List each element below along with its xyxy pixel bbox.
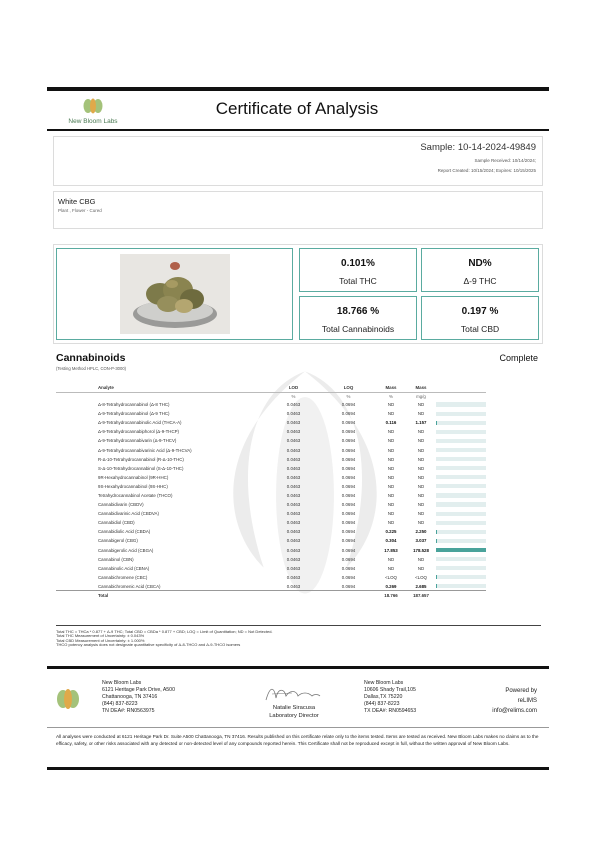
cell-loq: 0.0694 [341,474,356,480]
cell-mass-mg: ND [417,456,425,462]
table-row [56,464,486,473]
d9-thc-label: Δ-9 THC [463,276,497,286]
cell-loq: 0.0694 [341,565,356,571]
cell-analyte: Cannabidiol (CBD) [98,520,135,526]
concentration-bar [436,439,486,443]
lab1-phone: (844) 837-8223 [102,701,138,707]
cell-bar [436,527,486,536]
signature-image [262,684,322,704]
table-row [56,436,486,445]
contact-email[interactable]: info@relims.com [492,708,537,714]
cell-mass-pct: <LOQ [385,574,397,580]
note-definitions: Total THC = THCa * 0.877 + Δ-9 THC; Total CBD = CBDa * 0.877 + CBD; LOQ = Limit of Quantitation; ND = Not Detected. [56,629,273,634]
concentration-bar-fill [436,421,437,425]
cell-loq: 0.0694 [341,429,356,435]
cell-mass-mg: ND [417,565,425,571]
cell-empty [266,591,321,600]
footer-top-rule [47,666,549,669]
cell-mass-mg: ND [417,402,425,408]
lab2-dea: TX DEA#: RN0594653 [364,708,417,714]
cell-mass-mg: 178.528 [413,547,429,553]
cell-mass-pct: 0.304 [385,538,397,544]
cell-mass-mg: ND [417,483,425,489]
table-row [56,546,486,555]
table-row [56,536,486,545]
signer-title: Laboratory Director [269,713,319,719]
table-row [56,509,486,518]
cell-mass-pct: ND [387,447,395,453]
unit-loq: % [346,393,351,399]
table-row [56,445,486,454]
total-cbd-label: Total CBD [460,324,500,334]
column-header-mass-mg: Mass [406,383,436,392]
cell-bar [436,518,486,527]
concentration-bar [436,575,486,579]
cell-loq: 0.0694 [341,547,356,553]
unit-mass-pct: % [389,393,393,399]
concentration-bar [436,584,486,588]
cell-mass-mg: ND [417,447,425,453]
cell-analyte: Cannabichromene (CBC) [98,574,148,580]
cell-analyte: Cannabigerol (CBG) [98,538,138,544]
cannabinoids-table [56,383,486,600]
total-cbd-value: 0.197 % [461,306,499,317]
cell-lod: 0.0463 [286,411,301,417]
cell-analyte: Cannabidiolic Acid (CBDA) [98,529,151,535]
cell-lod: 0.0463 [286,547,301,553]
analysis-status: Complete [499,353,538,363]
product-name: White CBG [58,197,96,206]
table-row [56,482,486,491]
cell-mass-pct: ND [387,402,395,408]
footer-divider [47,727,549,728]
table-row [56,500,486,509]
cell-empty [436,591,486,600]
cell-loq: 0.0694 [341,538,356,544]
report-dates: Report Created: 10/15/2024; Expires: 10/15/2025 [437,168,536,173]
concentration-bar [436,402,486,406]
concentration-bar [436,466,486,470]
cell-mass-pct: 0.269 [385,583,397,589]
concentration-bar [436,557,486,561]
concentration-bar [436,566,486,570]
units-row [56,392,486,400]
table-row [56,564,486,573]
sample-photo [120,254,230,334]
cell-bar [436,546,486,555]
cell-bar [436,436,486,445]
cell-bar [436,455,486,464]
header-bottom-rule [47,129,549,131]
cell-analyte: Cannabinolic Acid (CBNA) [98,565,150,571]
sample-info-box [53,136,543,186]
cell-lod: 0.0463 [286,483,301,489]
cell-mass-pct: ND [387,474,395,480]
cell-loq: 0.0694 [341,411,356,417]
cell-lod: 0.0463 [286,429,301,435]
lab2-phone: (844) 837-8223 [364,701,400,707]
cell-loq: 0.0694 [341,456,356,462]
flower-in-dish-image [120,254,230,334]
cell-lod: 0.0463 [286,402,301,408]
cell-mass-pct: ND [387,483,395,489]
concentration-bar [436,539,486,543]
cell-analyte: Cannabidivarinic Acid (CBDVA) [98,511,159,517]
cell-mass-pct: ND [387,456,395,462]
signer-name: Natalie Siracusa [272,705,316,711]
column-header-analyte: Analyte [56,383,266,392]
cell-bar [436,573,486,582]
cell-analyte: 9S-Hexahydrocannabinol (9S-HHC) [98,483,168,489]
table-row [56,400,486,409]
unit-mass-mg: mg/g [416,393,426,399]
cell-mass-pct: ND [387,492,395,498]
cell-mass-pct: ND [387,438,395,444]
cell-analyte: Δ-9-Tetrahydrocannabinolic Acid (THCA-A) [98,420,182,426]
cell-loq: 0.0694 [341,465,356,471]
disclaimer: All analyses were conducted at 6121 Heritage Park Dr. Suite A500 Chattanooga, TN 37416. Results published on this certificate relate only to the items tested. Items are tested as received. New Bloom Labs makes no claims as to the efficacy, safety, or other risks associated with any detected or non-detected level of any compounds reported herein. This Certificate shall not be reproduced except in full, without the written approval of New Bloom Labs. [56,734,539,746]
cell-mass-mg: ND [417,411,425,417]
powered-by-brand: reLIMS [517,698,537,704]
cell-lod: 0.0463 [286,447,301,453]
cell-bar [436,564,486,573]
note-thco: THCO potency analysis does not designate quantitative specificity of Δ-8-THCO and Δ-9-THCO isomers [56,642,241,648]
cell-loq: 0.0694 [341,556,356,562]
cell-lod: 0.0463 [286,420,301,426]
concentration-bar [436,457,486,461]
concentration-bar [436,521,486,525]
d9-thc-card [421,248,539,292]
concentration-bar [436,448,486,452]
concentration-bar [436,430,486,434]
total-thc-label: Total THC [339,276,377,286]
total-row [56,591,486,600]
cell-mass-mg: 3.037 [415,538,427,544]
table-divider [56,625,541,626]
cell-lod: 0.0463 [286,511,301,517]
notes [56,630,541,648]
cell-mass-pct: ND [387,465,395,471]
concentration-bar-fill [436,539,437,543]
product-info-box [53,191,543,229]
table-row [56,582,486,591]
table-header-row [56,383,486,392]
cell-loq: 0.0694 [341,583,356,589]
total-cannabinoids-card [299,296,417,340]
cell-mass-mg: ND [417,474,425,480]
cell-loq: 0.0694 [341,574,356,580]
cell-mass-pct: ND [387,411,395,417]
cell-mass-pct: ND [387,502,395,508]
concentration-bar [436,475,486,479]
column-header-bar [436,383,486,392]
cannabinoids-title: Cannabinoids [56,352,126,364]
lab1-name: New Bloom Labs [102,680,142,686]
cell-analyte: Cannabichromenic Acid (CBCA) [98,583,161,589]
cell-bar [436,400,486,409]
table-row [56,555,486,564]
concentration-bar [436,512,486,516]
lab2-name: New Bloom Labs [364,680,404,686]
cell-loq: 0.0694 [341,420,356,426]
cell-analyte: Cannabigerolic Acid (CBGA) [98,547,154,553]
cell-lod: 0.0463 [286,556,301,562]
cell-bar [436,509,486,518]
cell-analyte: Δ-9-Tetrahydrocannabiphorol (Δ-9-THCP) [98,429,180,435]
cell-analyte: Δ-9-Tetrahydrocannabinol (Δ-9 THC) [98,411,170,417]
cell-analyte: Δ-9-Tetrahydrocannabivarinic Acid (Δ-9-THCVA) [98,447,192,453]
table-row [56,473,486,482]
table-row [56,573,486,582]
cell-loq: 0.0694 [341,483,356,489]
sample-id: Sample: 10-14-2024-49849 [420,142,536,153]
cell-mass-pct: ND [387,520,395,526]
cell-lod: 0.0463 [286,583,301,589]
cell-analyte: R-Δ-10-Tetrahydrocannabinol (R-Δ-10-THC) [98,456,184,462]
cell-lod: 0.0463 [286,574,301,580]
testing-method: (Testing Method HPLC, CON-P-3000) [56,366,127,371]
page-title: Certificate of Analysis [215,99,379,118]
brand-name: New Bloom Labs [68,118,118,125]
table-row [56,427,486,436]
cell-mass-mg: ND [417,502,425,508]
concentration-bar [436,502,486,506]
lab2-street: 10606 Shady Trail,105 [364,687,416,693]
concentration-bar-fill [436,548,486,552]
cell-empty [321,591,376,600]
leaf-logo-icon [56,688,80,710]
column-header-loq: LOQ [321,383,376,392]
cell-analyte: Tetrahydrocannabinol Acetate (THCO) [98,492,173,498]
cell-lod: 0.0463 [286,465,301,471]
cell-analyte: Δ-9-Tetrahydrocannabivarin (Δ-9-THCV) [98,438,177,444]
cell-mass-pct: ND [387,429,395,435]
concentration-bar [436,412,486,416]
cell-mass-mg: ND [417,556,425,562]
total-thc-value: 0.101% [341,258,375,269]
cell-bar [436,482,486,491]
note-thc-uncertainty: Total THC Measurement of Uncertainty: ± 0.043% [56,633,145,639]
cell-mass-mg: 2.250 [415,529,427,535]
total-thc-card [299,248,417,292]
product-type: Plant , Flower - Cured [58,208,102,213]
cell-lod: 0.0463 [286,520,301,526]
cell-bar [436,500,486,509]
cell-lod: 0.0463 [286,492,301,498]
cell-bar [436,473,486,482]
cell-mass-mg: <LOQ [415,574,427,580]
cell-bar [436,445,486,454]
total-cannabinoids-label: Total Cannabinoids [321,324,395,334]
table-row [56,491,486,500]
cell-bar [436,427,486,436]
cell-total-pct: 18.766 [376,591,406,600]
cell-loq: 0.0694 [341,492,356,498]
table-row [56,518,486,527]
concentration-bar [436,421,486,425]
table-row [56,409,486,418]
total-cannabinoids-value: 18.766 % [336,306,380,317]
cell-analyte: 9R-Hexahydrocannabinol (9R-HHC) [98,474,169,480]
cell-mass-mg: ND [417,438,425,444]
cell-mass-mg: ND [417,511,425,517]
cell-analyte: S-Δ-10-Tetrahydrocannabinol (S-Δ-10-THC) [98,465,184,471]
leaf-logo-icon [53,97,133,117]
cell-mass-pct: ND [387,565,395,571]
unit-lod: % [291,393,296,399]
concentration-bar-fill [436,584,437,588]
cell-bar [436,409,486,418]
cell-lod: 0.0463 [286,456,301,462]
cell-lod: 0.0463 [286,502,301,508]
cell-lod: 0.0463 [286,529,301,535]
total-cbd-card [421,296,539,340]
lab-address-chattanooga [102,680,175,715]
cell-analyte: Cannabidivarin (CBDV) [98,502,144,508]
table-row [56,527,486,536]
cell-total-mg: 187.657 [406,591,436,600]
cell-loq: 0.0694 [341,402,356,408]
cell-mass-pct: 0.225 [385,529,397,535]
concentration-bar [436,548,486,552]
cell-bar [436,555,486,564]
lab2-city: Dallas,TX 75220 [364,694,403,700]
lab1-street: 6121 Heritage Park Drive, A500 [102,687,175,693]
unit-analyte [56,392,266,400]
cell-loq: 0.0694 [341,502,356,508]
cell-mass-pct: ND [387,511,395,517]
brand-logo [53,97,133,127]
cell-total-label: Total [56,591,266,600]
note-cbd-uncertainty: Total CBD Measurement of Uncertainty: ± 1.000% [56,637,145,643]
lab1-dea: TN DEA#: RN0563975 [102,708,155,714]
footer-bottom-rule [47,767,549,770]
concentration-bar-fill [436,530,437,534]
sample-received: Sample Received: 10/14/2024; [474,158,536,163]
lab1-city: Chattanooga, TN 37416 [102,694,158,700]
table-row [56,455,486,464]
lab-address-dallas [364,680,416,715]
cell-bar [436,464,486,473]
header [47,91,549,129]
concentration-bar-fill [436,575,437,579]
cell-lod: 0.0463 [286,565,301,571]
concentration-bar [436,484,486,488]
cell-lod: 0.0463 [286,538,301,544]
cell-mass-mg: 2.685 [415,583,427,589]
table-row [56,418,486,427]
cell-loq: 0.0694 [341,438,356,444]
cell-bar [436,491,486,500]
column-header-lod: LOD [266,383,321,392]
d9-thc-value: ND% [468,258,492,269]
concentration-bar [436,493,486,497]
cell-loq: 0.0694 [341,511,356,517]
cell-analyte: Cannabinol (CBN) [98,556,134,562]
cell-lod: 0.0463 [286,474,301,480]
column-header-mass-pct: Mass [376,383,406,392]
cell-mass-mg: ND [417,492,425,498]
concentration-bar [436,530,486,534]
cell-loq: 0.0694 [341,447,356,453]
cell-mass-mg: ND [417,520,425,526]
cell-mass-pct: 0.116 [385,420,397,426]
sample-photo-frame [56,248,293,340]
cell-mass-mg: 1.157 [415,420,427,426]
cell-analyte: Δ-8-Tetrahydrocannabinol (Δ-8 THC) [98,402,170,408]
powered-by [492,686,537,716]
cell-bar [436,418,486,427]
cell-loq: 0.0694 [341,529,356,535]
cell-mass-pct: ND [387,556,395,562]
cell-mass-mg: ND [417,429,425,435]
cell-bar [436,582,486,591]
cell-mass-pct: 17.853 [384,547,398,553]
cell-loq: 0.0694 [341,520,356,526]
signer [250,704,338,720]
cell-lod: 0.0463 [286,438,301,444]
cell-mass-mg: ND [417,465,425,471]
cell-bar [436,536,486,545]
powered-by-label: Powered by [505,688,537,694]
